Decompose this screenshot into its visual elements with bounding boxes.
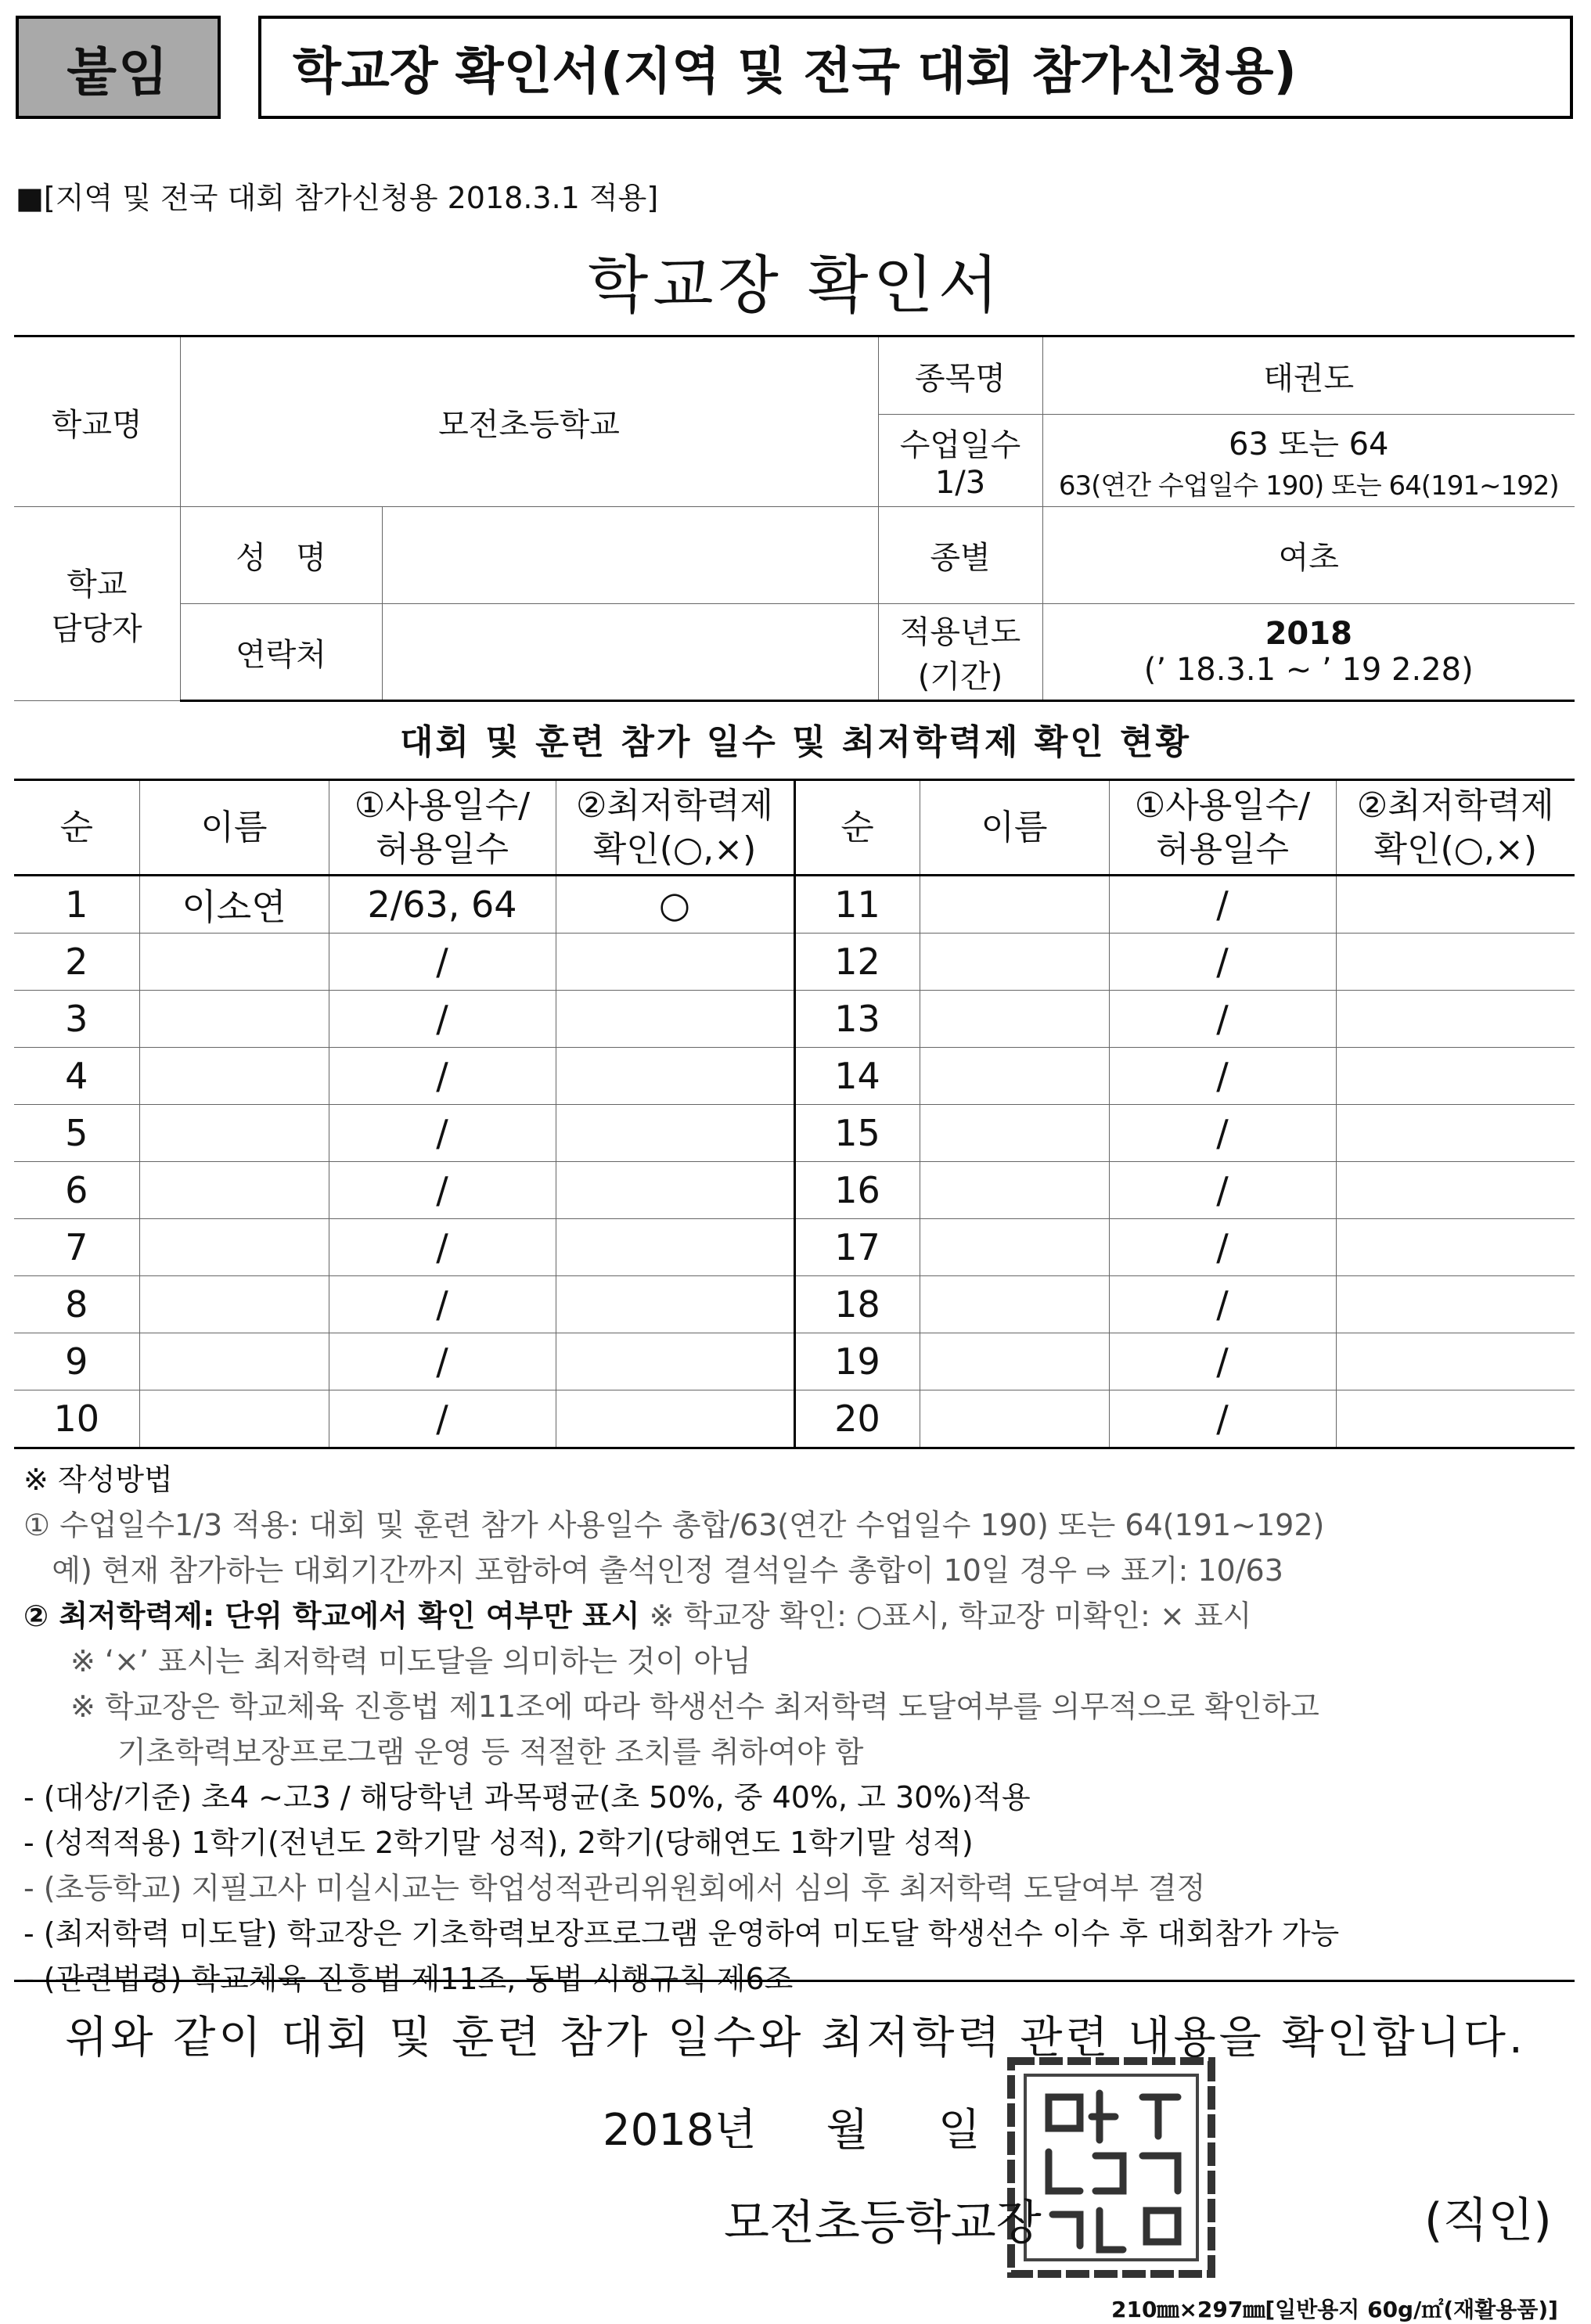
class-days-label xyxy=(878,415,1042,507)
header-name-right: 이름 xyxy=(920,780,1109,876)
year-value: 2018 xyxy=(1265,616,1352,652)
school-name-value: 모전초등학교 xyxy=(180,336,878,507)
record-right-days: / xyxy=(1109,991,1336,1048)
class-days-label-1: 수업일수 xyxy=(899,427,1021,463)
instruction-line-3b: ※ 학교장 확인: ○표시, 학교장 미확인: × 표시 xyxy=(639,1599,1252,1633)
record-left-seq: 8 xyxy=(14,1276,139,1333)
record-left-seq: 6 xyxy=(14,1162,139,1219)
record-right-check xyxy=(1336,934,1575,991)
record-left-seq: 10 xyxy=(14,1390,139,1448)
sport-label: 종목명 xyxy=(878,336,1042,415)
record-right-days: / xyxy=(1109,1162,1336,1219)
record-right-name xyxy=(920,1105,1109,1162)
record-right-check xyxy=(1336,876,1575,934)
year-period: (’ 18.3.1 ~ ’ 19 2.28) xyxy=(1143,652,1474,688)
header-check-right xyxy=(1336,780,1575,876)
school-head-name: 모전초등학교장 xyxy=(724,2196,1042,2250)
instruction-line-10: - (최저학력 미도달) 학교장은 기초학력보장프로그램 운영하여 미도달 학생선수 이수 후 대회참가 가능 xyxy=(23,1916,1340,1951)
instruction-line-3a: ② 최저학력제: 단위 학교에서 확인 여부만 표시 xyxy=(23,1599,640,1633)
record-right-seq: 16 xyxy=(794,1162,920,1219)
record-left-days: / xyxy=(329,1162,556,1219)
instruction-line-3 xyxy=(23,1593,1581,1639)
record-left-seq: 7 xyxy=(14,1219,139,1276)
header-check-right-2: 확인(○,×) xyxy=(1373,829,1538,869)
record-right-days: / xyxy=(1109,1276,1336,1333)
record-right-name xyxy=(920,1333,1109,1390)
record-left-check xyxy=(556,1276,794,1333)
table-row xyxy=(14,991,1575,1048)
manager-name-label: 성 명 xyxy=(180,507,382,604)
record-right-seq: 14 xyxy=(794,1048,920,1105)
record-right-check xyxy=(1336,1276,1575,1333)
record-left-days: / xyxy=(329,991,556,1048)
record-right-days: / xyxy=(1109,934,1336,991)
record-left-check xyxy=(556,934,794,991)
attachment-label: 붙임 xyxy=(16,16,221,119)
table-row xyxy=(14,1105,1575,1162)
instruction-line-2: 예) 현재 참가하는 대회기간까지 포함하여 출석인정 결석일수 총합이 10일 경우 ⇨ 표기: 10/63 xyxy=(23,1553,1283,1588)
instruction-line-8: - (성적적용) 1학기(전년도 2학기말 성적), 2학기(당해연도 1학기말 성적) xyxy=(23,1826,974,1860)
record-right-name xyxy=(920,1048,1109,1105)
class-days-cell xyxy=(1042,415,1575,507)
header-days-right-1: ①사용일수/ xyxy=(1134,785,1311,826)
instruction-line-7: - (대상/기준) 초4 ~고3 / 해당학년 과목평균(초 50%, 중 40%, 고 30%)적용 xyxy=(23,1780,1031,1815)
record-left-name xyxy=(139,1162,329,1219)
record-left-check xyxy=(556,1219,794,1276)
header-check-right-1: ②최저학력제 xyxy=(1356,785,1554,826)
record-right-seq: 18 xyxy=(794,1276,920,1333)
record-right-days: / xyxy=(1109,1219,1336,1276)
header-days-right xyxy=(1109,780,1336,876)
instruction-line-4: ※ ‘×’ 표시는 최저학력 미도달을 의미하는 것이 아님 xyxy=(70,1644,751,1678)
record-right-days: / xyxy=(1109,1390,1336,1448)
record-right-name xyxy=(920,1162,1109,1219)
instructions xyxy=(23,1457,1581,2002)
manager-contact-label: 연락처 xyxy=(180,604,382,701)
instruction-line-9: - (초등학교) 지필고사 미실시교는 학업성적관리위원회에서 심의 후 최저학력 도달여부 결정 xyxy=(23,1871,1206,1905)
record-right-name xyxy=(920,1219,1109,1276)
class-days-label-2: 1/3 xyxy=(934,465,986,501)
record-right-check xyxy=(1336,1105,1575,1162)
header-check-1: ②최저학력제 xyxy=(576,785,773,826)
category-label: 종별 xyxy=(878,507,1042,604)
confirm-text: 위와 같이 대회 및 훈련 참가 일수와 최저학력 관련 내용을 확인합니다. xyxy=(65,2013,1526,2063)
manager-label-2: 담당자 xyxy=(51,610,142,647)
manager-contact-value xyxy=(382,604,878,701)
record-right-check xyxy=(1336,1219,1575,1276)
table-row xyxy=(14,934,1575,991)
record-left-name xyxy=(139,1333,329,1390)
record-left-check xyxy=(556,1162,794,1219)
record-left-check xyxy=(556,1390,794,1448)
instruction-line-1: ① 수업일수1/3 적용: 대회 및 훈련 참가 사용일수 총합/63(연간 수업일수 190) 또는 64(191~192) xyxy=(23,1508,1325,1542)
stamp-label: (직인) xyxy=(1424,2193,1552,2248)
date-line: 2018년 월 일 xyxy=(603,2105,981,2156)
year-label xyxy=(878,604,1042,701)
instructions-bottom-rule xyxy=(14,1980,1575,1982)
instruction-line-6: 기초학력보장프로그램 운영 등 적절한 조치를 취하여야 함 xyxy=(117,1735,864,1769)
header-days xyxy=(329,780,556,876)
record-left-days: / xyxy=(329,1390,556,1448)
record-left-name xyxy=(139,1105,329,1162)
record-left-name xyxy=(139,1219,329,1276)
class-days-value: 63 또는 64 xyxy=(1228,426,1389,462)
records-table xyxy=(14,779,1575,1449)
record-right-check xyxy=(1336,1048,1575,1105)
form-title: 학교장 확인서(지역 및 전국 대회 참가신청용) xyxy=(258,16,1573,119)
record-right-days: / xyxy=(1109,1048,1336,1105)
record-left-seq: 2 xyxy=(14,934,139,991)
record-left-check: ○ xyxy=(556,876,794,934)
manager-label xyxy=(14,507,180,701)
table-row xyxy=(14,1390,1575,1448)
record-right-name xyxy=(920,1276,1109,1333)
record-left-days: / xyxy=(329,934,556,991)
record-left-days: / xyxy=(329,1333,556,1390)
year-label-1: 적용년도 xyxy=(899,614,1021,650)
record-left-seq: 3 xyxy=(14,991,139,1048)
record-left-name xyxy=(139,991,329,1048)
record-right-seq: 12 xyxy=(794,934,920,991)
record-right-days: / xyxy=(1109,1333,1336,1390)
record-left-name xyxy=(139,1048,329,1105)
year-cell xyxy=(1042,604,1575,701)
record-left-name: 이소연 xyxy=(139,876,329,934)
paper-spec-footnote: 210㎜×297㎜[일반용지 60g/㎡(재활용품)] xyxy=(1111,2297,1558,2322)
record-right-seq: 11 xyxy=(794,876,920,934)
manager-name-value xyxy=(382,507,878,604)
header-days-1: ①사용일수/ xyxy=(354,785,531,826)
record-right-seq: 19 xyxy=(794,1333,920,1390)
header-check-2: 확인(○,×) xyxy=(592,829,757,869)
record-left-seq: 4 xyxy=(14,1048,139,1105)
record-left-check xyxy=(556,991,794,1048)
school-name-label: 학교명 xyxy=(14,336,180,507)
header-name: 이름 xyxy=(139,780,329,876)
record-left-days: 2/63, 64 xyxy=(329,876,556,934)
record-left-check xyxy=(556,1048,794,1105)
status-title: 대회 및 훈련 참가 일수 및 최저학력제 확인 현황 xyxy=(399,722,1192,762)
record-right-seq: 17 xyxy=(794,1219,920,1276)
record-right-check xyxy=(1336,1162,1575,1219)
category-value: 여초 xyxy=(1042,507,1575,604)
record-right-check xyxy=(1336,1390,1575,1448)
sub-header: ■[지역 및 전국 대회 참가신청용 2018.3.1 적용] xyxy=(16,181,659,215)
year-label-2: (기간) xyxy=(917,659,1003,695)
sport-value: 태권도 xyxy=(1042,336,1575,415)
header-seq-right: 순 xyxy=(794,780,920,876)
record-left-days: / xyxy=(329,1048,556,1105)
info-table xyxy=(14,335,1575,702)
record-left-seq: 5 xyxy=(14,1105,139,1162)
header-check xyxy=(556,780,794,876)
table-row xyxy=(14,1333,1575,1390)
record-left-check xyxy=(556,1333,794,1390)
header-days-right-2: 허용일수 xyxy=(1155,829,1289,869)
record-right-check xyxy=(1336,1333,1575,1390)
instructions-heading: ※ 작성방법 xyxy=(23,1462,173,1497)
record-left-seq: 9 xyxy=(14,1333,139,1390)
record-left-name xyxy=(139,934,329,991)
records-body xyxy=(14,876,1575,1448)
record-left-days: / xyxy=(329,1219,556,1276)
record-right-name xyxy=(920,876,1109,934)
table-row xyxy=(14,876,1575,934)
manager-label-1: 학교 xyxy=(67,566,128,603)
header-seq: 순 xyxy=(14,780,139,876)
table-row xyxy=(14,1048,1575,1105)
record-left-days: / xyxy=(329,1105,556,1162)
record-right-name xyxy=(920,1390,1109,1448)
record-left-name xyxy=(139,1276,329,1333)
record-left-check xyxy=(556,1105,794,1162)
record-right-name xyxy=(920,934,1109,991)
record-right-check xyxy=(1336,991,1575,1048)
record-left-seq: 1 xyxy=(14,876,139,934)
header-days-2: 허용일수 xyxy=(375,829,509,869)
class-days-note: 63(연간 수업일수 190) 또는 64(191~192) xyxy=(1058,469,1559,502)
table-row xyxy=(14,1276,1575,1333)
instruction-line-5: ※ 학교장은 학교체육 진흥법 제11조에 따라 학생선수 최저학력 도달여부를 의무적으로 확인하고 xyxy=(70,1689,1319,1724)
record-right-days: / xyxy=(1109,1105,1336,1162)
main-title: 학교장 확인서 xyxy=(587,249,1004,322)
table-row xyxy=(14,1219,1575,1276)
record-left-name xyxy=(139,1390,329,1448)
record-left-days: / xyxy=(329,1276,556,1333)
record-right-days: / xyxy=(1109,876,1336,934)
table-row xyxy=(14,1162,1575,1219)
record-right-seq: 13 xyxy=(794,991,920,1048)
instruction-line-11: - (관련법령) 학교체육 진흥법 제11조, 동법 시행규칙 제6조 xyxy=(23,1962,794,1996)
record-right-seq: 15 xyxy=(794,1105,920,1162)
record-right-seq: 20 xyxy=(794,1390,920,1448)
record-right-name xyxy=(920,991,1109,1048)
